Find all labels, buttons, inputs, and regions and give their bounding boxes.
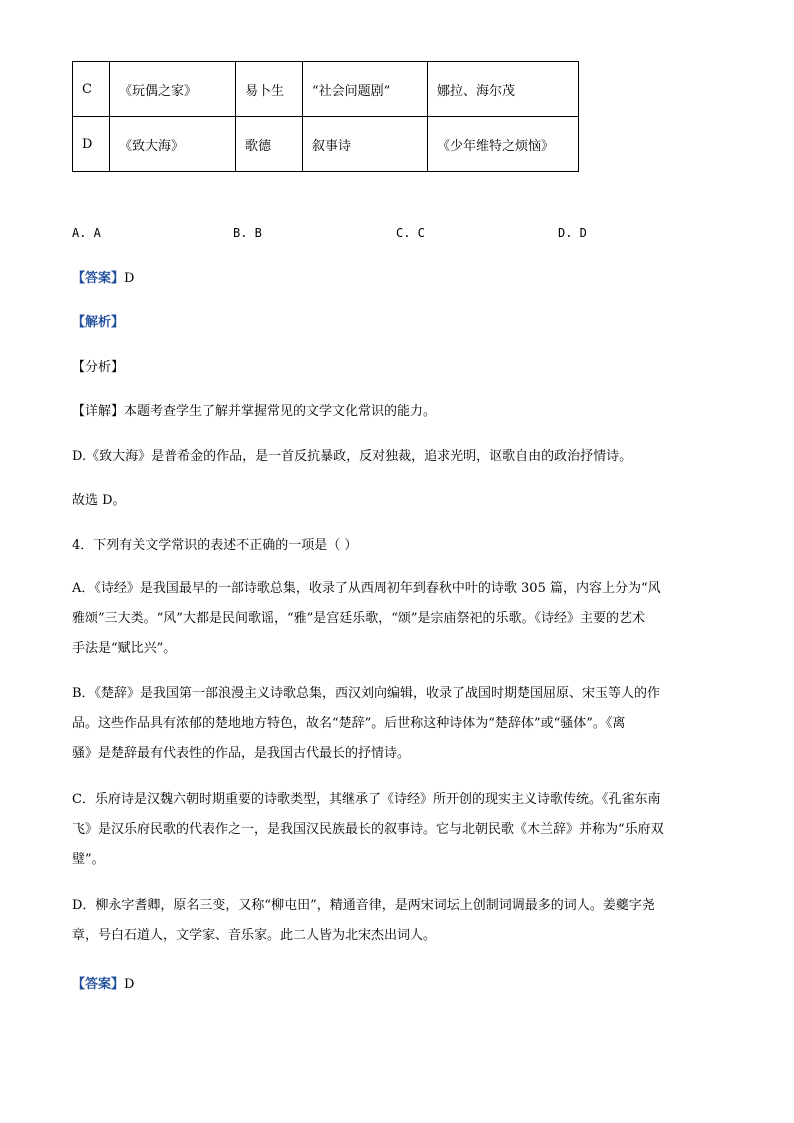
answer-tag: 【答案】 bbox=[72, 271, 125, 286]
q3-fenxi-heading bbox=[72, 359, 732, 377]
answer-table bbox=[72, 61, 579, 172]
analysis-tag: 【解析】 bbox=[72, 315, 125, 330]
text-line: 章，号白石道人，文学家、音乐家。此二人皆为北宋杰出词人。 bbox=[72, 928, 437, 943]
q4-option-c bbox=[72, 791, 722, 869]
choice-options bbox=[72, 226, 632, 244]
text-line: 品。这些作品具有浓郁的楚地地方特色，故名“楚辞”。后世称这种诗体为“楚辞体”或“骚体”。《离 bbox=[72, 716, 626, 731]
q3-detail bbox=[72, 403, 732, 421]
option-a: A. A bbox=[72, 226, 101, 240]
table-cell: 叙事诗 bbox=[303, 117, 428, 172]
q4-option-b bbox=[72, 685, 722, 763]
fenxi-tag: 【分析】 bbox=[72, 360, 125, 375]
table-cell: D bbox=[73, 117, 110, 172]
detail-text: 本题考查学生了解并掌握常见的文学文化常识的能力。 bbox=[124, 404, 437, 419]
q4-option-a bbox=[72, 580, 722, 658]
option-b: B. B bbox=[233, 226, 262, 240]
text-line: 雅颂”三大类。“风”大都是民间歌谣，“雅”是宫廷乐歌，“颂”是宗庙祭祀的乐歌。《诗经》主要的艺术 bbox=[72, 611, 646, 626]
text-line: A．《诗经》是我国最早的一部诗歌总集，收录了从西周初年到春秋中叶的诗歌 305 篇，内容上分为“风 bbox=[72, 581, 661, 596]
option-c: C. C bbox=[396, 226, 425, 240]
text-line: 璧”。 bbox=[72, 852, 105, 867]
text-line: 飞》是汉乐府民歌的代表作之一，是我国汉民族最长的叙事诗。它与北朝民歌《木兰辞》并称为“乐府双 bbox=[72, 822, 664, 837]
q4-option-d bbox=[72, 897, 722, 945]
q4-answer bbox=[72, 976, 732, 994]
text-line: D．柳永字耆卿，原名三变，又称“柳屯田”，精通音律，是两宋词坛上创制词调最多的词人。姜夔字尧 bbox=[72, 898, 655, 913]
table-cell: 易卜生 bbox=[236, 62, 303, 117]
option-d: D. D bbox=[558, 226, 587, 240]
q3-answer bbox=[72, 270, 732, 288]
q3-explanation: D.《致大海》是普希金的作品，是一首反抗暴政，反对独裁，追求光明，讴歌自由的政治抒情诗。 bbox=[72, 449, 633, 464]
table-row bbox=[73, 117, 579, 172]
text-line: 骚》是楚辞最有代表性的作品，是我国古代最长的抒情诗。 bbox=[72, 746, 411, 761]
q4-stem: 4．下列有关文学常识的表述不正确的一项是（ ） bbox=[72, 538, 358, 553]
table-cell: “社会问题剧” bbox=[303, 62, 428, 117]
table-cell: 《致大海》 bbox=[110, 117, 236, 172]
answer-tag: 【答案】 bbox=[72, 977, 125, 992]
text-line: C．乐府诗是汉魏六朝时期重要的诗歌类型，其继承了《诗经》所开创的现实主义诗歌传统。《孔雀东南 bbox=[72, 792, 661, 807]
table-cell: C bbox=[73, 62, 110, 117]
answer-value: D bbox=[124, 271, 135, 286]
text-line: B．《楚辞》是我国第一部浪漫主义诗歌总集，西汉刘向编辑，收录了战国时期楚国屈原、宋玉等人的作 bbox=[72, 686, 661, 701]
answer-value: D bbox=[124, 977, 135, 992]
detail-tag: 【详解】 bbox=[72, 404, 125, 419]
table-cell: 娜拉、海尔茂 bbox=[428, 62, 579, 117]
text-line: 手法是“赋比兴”。 bbox=[72, 641, 177, 656]
q3-conclusion: 故选 D。 bbox=[72, 493, 126, 508]
table-row bbox=[73, 62, 579, 117]
table-cell: 《少年维特之烦恼》 bbox=[428, 117, 579, 172]
q3-analysis-heading bbox=[72, 314, 732, 332]
table-cell: 歌德 bbox=[236, 117, 303, 172]
table-cell: 《玩偶之家》 bbox=[110, 62, 236, 117]
